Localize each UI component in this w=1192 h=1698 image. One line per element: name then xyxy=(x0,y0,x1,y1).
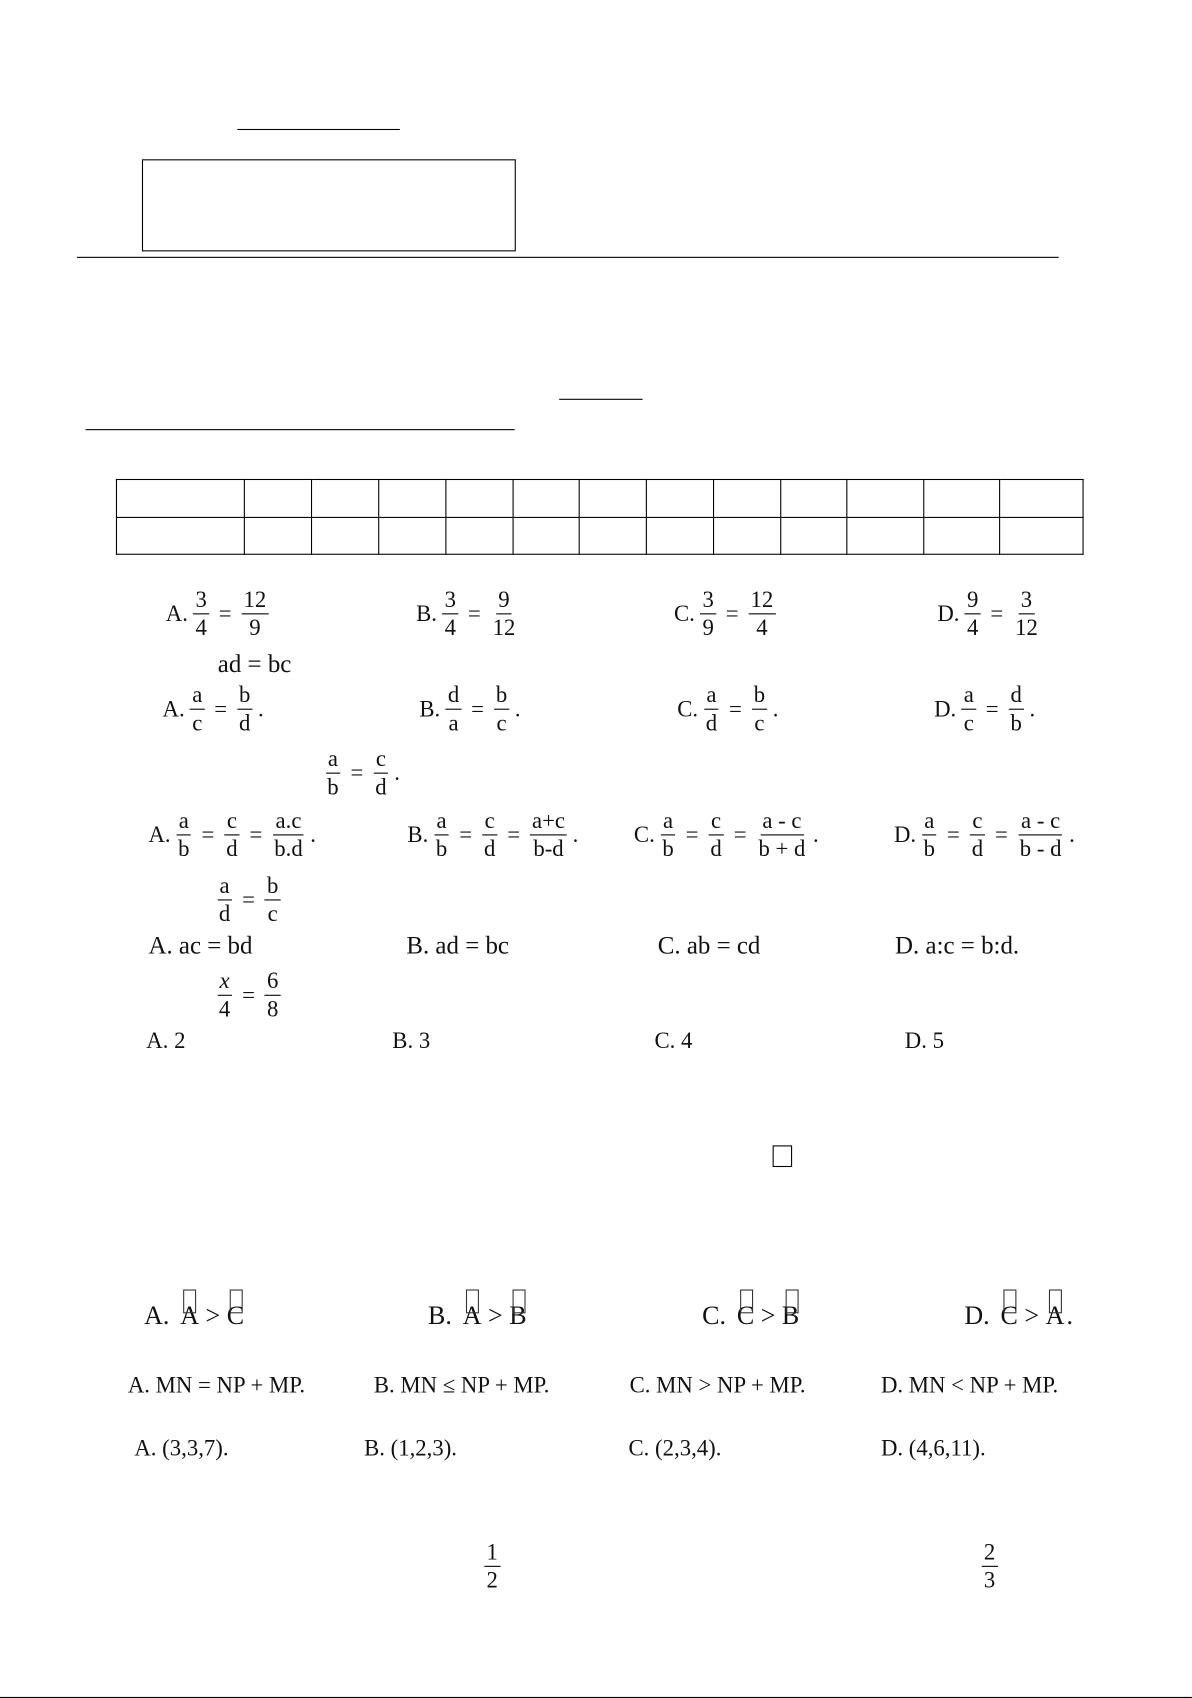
fraction xyxy=(922,807,938,863)
q1-option xyxy=(416,586,521,642)
fraction xyxy=(965,586,981,642)
numerator: 3 xyxy=(1019,586,1035,614)
fraction xyxy=(1018,807,1064,863)
fraction xyxy=(265,968,281,1024)
numerator: a - c xyxy=(1019,807,1062,835)
option-label: D. xyxy=(934,695,957,722)
numerator: 6 xyxy=(265,968,281,996)
option-label: D. xyxy=(964,1302,990,1331)
equals-sign: = xyxy=(733,821,747,848)
q5-option: B. 3 xyxy=(392,1027,431,1054)
q6-option xyxy=(144,1302,246,1331)
numerator: a+c xyxy=(530,807,567,835)
numerator: a xyxy=(962,682,976,710)
q3-option xyxy=(634,807,819,863)
denominator: d xyxy=(218,900,231,927)
option-label: C. xyxy=(677,695,699,722)
option-label: D. xyxy=(893,821,917,848)
vector-arrow-icon xyxy=(740,1289,753,1313)
vector-left xyxy=(180,1302,199,1331)
vector-arrow-icon xyxy=(230,1289,243,1313)
equals-sign: = xyxy=(995,821,1008,848)
fraction xyxy=(237,682,253,738)
denominator: 4 xyxy=(756,614,768,641)
vector-arrow-icon xyxy=(184,1289,197,1313)
denominator: c xyxy=(754,709,765,736)
option-label: A. xyxy=(165,600,188,627)
equals-sign: = xyxy=(685,821,699,848)
q2-given: ad = bc xyxy=(217,650,292,678)
numerator: c xyxy=(482,807,496,835)
numerator: b xyxy=(494,682,510,710)
q5-option: D. 5 xyxy=(904,1027,945,1054)
equals-sign: = xyxy=(985,695,999,722)
denominator: d xyxy=(239,709,251,736)
q1-option xyxy=(166,586,272,642)
period: . xyxy=(310,821,316,848)
numerator: 9 xyxy=(496,586,512,614)
denominator: 4 xyxy=(967,614,979,641)
denominator: b xyxy=(1010,709,1022,736)
q4-option: B. ad = bc xyxy=(406,931,510,959)
vector-letter: C xyxy=(226,1302,245,1331)
equals-sign: = xyxy=(729,695,742,722)
vector-right xyxy=(509,1302,526,1331)
q5-given xyxy=(213,968,283,1024)
title-underline xyxy=(237,129,400,130)
period: . xyxy=(813,821,819,848)
q8-option: C. (2,3,4). xyxy=(628,1434,722,1461)
missing-glyph-icon xyxy=(773,1145,793,1167)
period: . xyxy=(514,695,521,722)
numerator: c xyxy=(970,807,984,835)
q2-option xyxy=(163,682,264,738)
section-underline xyxy=(86,429,515,430)
vector-arrow-icon xyxy=(1004,1289,1017,1313)
fraction xyxy=(490,586,517,642)
numerator: c xyxy=(709,807,723,835)
fraction xyxy=(442,586,458,642)
denominator: 3 xyxy=(983,1567,996,1594)
q3-option xyxy=(407,807,578,863)
period: . xyxy=(257,695,264,722)
denominator: d xyxy=(971,835,984,862)
q1-option xyxy=(937,586,1043,642)
denominator: b xyxy=(435,835,448,862)
denominator: 4 xyxy=(444,614,456,641)
q3-given xyxy=(322,746,400,802)
period: . xyxy=(1066,1302,1074,1331)
q7-option: C. MN > NP + MP. xyxy=(629,1371,806,1398)
fraction xyxy=(190,682,204,738)
equals-sign: = xyxy=(214,695,228,722)
vector-arrow-icon xyxy=(512,1289,525,1313)
fraction xyxy=(217,872,233,928)
option-label: A. xyxy=(162,695,185,722)
fraction xyxy=(748,586,775,642)
equals-sign: = xyxy=(725,600,739,627)
comparison-op: > xyxy=(205,1302,221,1331)
numerator: b xyxy=(237,682,253,710)
q2-option xyxy=(934,682,1035,738)
fraction xyxy=(446,682,462,738)
q7-option: D. MN < NP + MP. xyxy=(880,1371,1059,1398)
fraction xyxy=(756,807,807,863)
vector-left xyxy=(737,1302,754,1331)
period: . xyxy=(572,821,579,848)
equals-sign: = xyxy=(990,600,1004,627)
period: . xyxy=(394,759,400,786)
q4-option: D. a:c = b:d. xyxy=(895,931,1020,959)
period: . xyxy=(772,695,779,722)
denominator: c xyxy=(963,709,974,736)
numerator: a xyxy=(177,807,191,835)
q4-option: C. ab = cd xyxy=(657,931,761,959)
q2-option xyxy=(677,682,778,738)
fraction xyxy=(708,807,724,863)
numerator: 9 xyxy=(965,586,981,614)
option-label: B. xyxy=(407,821,429,848)
q6-option xyxy=(428,1302,529,1331)
denominator: c xyxy=(192,709,203,736)
denominator: b xyxy=(327,773,339,800)
fraction xyxy=(484,1539,500,1595)
numerator: x xyxy=(217,968,231,996)
period: . xyxy=(1029,695,1036,722)
denominator: 9 xyxy=(702,614,714,641)
vector-left xyxy=(463,1302,482,1331)
vector-right xyxy=(782,1302,799,1331)
denominator: c xyxy=(267,900,278,927)
equals-sign: = xyxy=(471,695,484,722)
denominator: b - d xyxy=(1019,835,1062,862)
equals-sign: = xyxy=(507,821,521,848)
vector-right xyxy=(1046,1302,1065,1331)
equals-sign: = xyxy=(242,981,256,1008)
numerator: 3 xyxy=(700,586,716,614)
numerator: 12 xyxy=(241,586,268,614)
option-label: A. xyxy=(148,821,171,848)
numerator: a xyxy=(217,872,231,900)
q2-option xyxy=(419,682,520,738)
vector-left xyxy=(1001,1302,1018,1331)
option-label: B. xyxy=(419,695,441,722)
option-label: C. xyxy=(673,600,695,627)
fraction xyxy=(970,807,986,863)
q6-option xyxy=(702,1302,801,1331)
vector-arrow-icon xyxy=(1049,1289,1062,1313)
denominator: d xyxy=(483,835,496,862)
q4-given xyxy=(213,872,283,928)
fraction xyxy=(224,807,240,863)
fraction xyxy=(700,586,716,642)
numerator: a - c xyxy=(760,807,803,835)
denominator: d xyxy=(710,835,722,862)
q7-option: A. MN = NP + MP. xyxy=(127,1371,306,1398)
denominator: 8 xyxy=(266,996,279,1023)
denominator: b xyxy=(662,835,674,862)
option-label: A. xyxy=(144,1302,170,1331)
q3-option xyxy=(148,807,316,863)
grid-row-answer xyxy=(116,517,1083,554)
fraction xyxy=(272,807,305,863)
equals-sign: = xyxy=(350,759,364,786)
equals-sign: = xyxy=(459,821,473,848)
fraction xyxy=(482,807,498,863)
denominator: b-d xyxy=(533,835,564,862)
vector-arrow-icon xyxy=(466,1289,479,1313)
option-label: B. xyxy=(428,1302,452,1331)
fraction xyxy=(962,682,976,738)
fraction xyxy=(704,682,720,738)
numerator: 3 xyxy=(442,586,458,614)
denominator: 2 xyxy=(486,1567,498,1594)
comparison-op: > xyxy=(488,1302,503,1331)
vector-letter: A xyxy=(180,1302,200,1331)
option-label: C. xyxy=(633,821,655,848)
q3-option xyxy=(894,807,1075,863)
q1-option xyxy=(674,586,779,642)
equals-sign: = xyxy=(201,821,215,848)
numerator: 3 xyxy=(193,586,209,614)
q5-option: C. 4 xyxy=(654,1027,693,1054)
vector-letter: A xyxy=(462,1302,482,1331)
vector-letter: C xyxy=(736,1302,755,1331)
numerator: d xyxy=(446,682,462,710)
numerator: 12 xyxy=(748,586,775,614)
q8-option: A. (3,3,7). xyxy=(134,1434,229,1461)
fraction xyxy=(660,807,676,863)
numerator: d xyxy=(1008,682,1024,710)
comparison-op: > xyxy=(760,1302,776,1331)
denominator: b + d xyxy=(758,835,806,862)
vector-letter: B xyxy=(781,1302,800,1331)
q8-option: D. (4,6,11). xyxy=(880,1434,986,1461)
equals-sign: = xyxy=(946,821,960,848)
denominator: 4 xyxy=(195,614,207,641)
header-divider xyxy=(77,257,1059,258)
denominator: 9 xyxy=(249,614,261,641)
numerator: 1 xyxy=(484,1539,500,1567)
fraction xyxy=(1013,586,1040,642)
q8-option: B. (1,2,3). xyxy=(364,1434,458,1461)
fraction xyxy=(434,807,450,863)
vector-arrow-icon xyxy=(785,1289,798,1313)
vector-letter: C xyxy=(1000,1302,1018,1331)
vector-letter: A xyxy=(1045,1302,1065,1331)
denominator: d xyxy=(705,709,718,736)
numerator: a.c xyxy=(273,807,303,835)
fraction xyxy=(752,682,768,738)
denominator: c xyxy=(496,709,507,736)
q7-option: B. MN ≤ NP + MP. xyxy=(373,1371,550,1398)
denominator: 12 xyxy=(1015,614,1038,641)
vector-right xyxy=(227,1302,244,1331)
numerator: a xyxy=(922,807,936,835)
numerator: a xyxy=(326,746,340,774)
fraction xyxy=(494,682,510,738)
equals-sign: = xyxy=(218,600,232,627)
equals-sign: = xyxy=(242,886,256,913)
fraction xyxy=(982,1539,998,1595)
fraction xyxy=(241,586,268,642)
numerator: c xyxy=(225,807,239,835)
denominator: a xyxy=(448,709,459,736)
q5-option: A. 2 xyxy=(146,1027,186,1054)
numerator: a xyxy=(661,807,675,835)
denominator: b.d xyxy=(274,835,303,862)
fraction xyxy=(265,872,281,928)
numerator: a xyxy=(434,807,448,835)
q4-option: A. ac = bd xyxy=(148,931,253,959)
fraction xyxy=(325,746,341,802)
period: . xyxy=(1069,821,1075,848)
grid-row-question xyxy=(116,479,1083,516)
equals-sign: = xyxy=(467,600,481,627)
fraction xyxy=(1008,682,1024,738)
option-label: C. xyxy=(702,1302,727,1331)
fraction xyxy=(193,586,209,642)
denominator: 12 xyxy=(492,614,516,641)
short-underline xyxy=(559,399,642,400)
denominator: 4 xyxy=(218,996,231,1023)
equals-sign: = xyxy=(249,821,263,848)
fraction xyxy=(373,746,389,802)
answer-grid xyxy=(116,479,1084,555)
comparison-op: > xyxy=(1024,1302,1040,1331)
fraction xyxy=(176,807,192,863)
numerator: b xyxy=(752,682,768,710)
vector-letter: B xyxy=(509,1302,527,1331)
numerator: b xyxy=(265,872,281,900)
denominator: d xyxy=(226,835,238,862)
q6-option xyxy=(964,1302,1073,1331)
numerator: a xyxy=(704,682,718,710)
numerator: a xyxy=(190,682,204,710)
fraction xyxy=(217,968,233,1024)
numerator: 2 xyxy=(982,1539,998,1567)
option-label: B. xyxy=(416,600,437,627)
header-box xyxy=(142,159,516,251)
option-label: D. xyxy=(937,600,960,627)
denominator: b xyxy=(923,835,936,862)
numerator: c xyxy=(374,746,388,774)
denominator: b xyxy=(178,835,190,862)
denominator: d xyxy=(375,773,387,800)
fraction xyxy=(530,807,567,863)
